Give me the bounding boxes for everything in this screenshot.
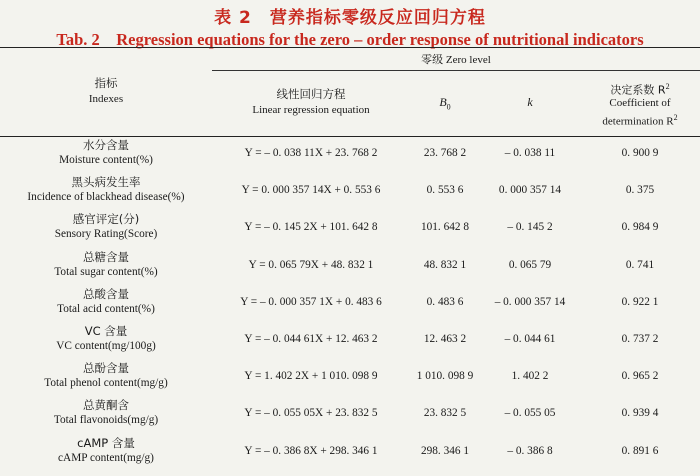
row-equation: Y = 0. 065 79X + 48. 832 1: [248, 258, 374, 271]
row-label: [0, 212, 212, 242]
row-b0: 0. 483 6: [426, 295, 464, 308]
row-k: – 0. 000 357 14: [494, 295, 566, 308]
row-b0: 23. 768 2: [423, 147, 467, 159]
row-k: 0. 065 79: [508, 258, 552, 271]
zero-level-rule: [212, 70, 700, 71]
row-b0: 1 010. 098 9: [416, 370, 474, 383]
row-r2: 0. 375: [625, 184, 655, 197]
row-label-en: Moisture content(%): [59, 154, 153, 166]
header-r2-en1: Coefficient of: [609, 97, 671, 109]
row-label: [0, 361, 212, 391]
row-label-en: Total phenol content(mg/g): [44, 377, 168, 390]
row-k: – 0. 386 8: [507, 444, 553, 457]
row-b0: 298. 346 1: [420, 444, 469, 457]
row-label-cn: 总酚含量: [83, 361, 129, 376]
row-label: [0, 324, 212, 354]
row-label-en: VC content(mg/100g): [56, 340, 156, 352]
row-k: – 0. 145 2: [507, 221, 553, 234]
row-label: [0, 436, 212, 466]
row-k: 0. 000 357 14: [498, 184, 562, 197]
row-r2: 0. 891 6: [621, 444, 659, 457]
row-label: [0, 138, 212, 168]
row-label-en: Sensory Rating(Score): [54, 228, 158, 241]
row-r2: 0. 741: [625, 258, 655, 271]
row-equation: Y = 0. 000 357 14X + 0. 553 6: [241, 184, 381, 197]
header-indexes-cn: 指标: [94, 76, 118, 90]
header-equation-en: Linear regression equation: [252, 104, 370, 116]
row-label: [0, 250, 212, 280]
row-b0: 12. 463 2: [423, 333, 467, 345]
row-equation: Y = – 0. 038 11X + 23. 768 2: [244, 147, 378, 159]
row-k: – 0. 055 05: [504, 407, 556, 420]
row-b0: 0. 553 6: [426, 184, 464, 197]
row-label-cn: cAMP 含量: [77, 435, 135, 450]
row-r2: 0. 984 9: [621, 221, 659, 234]
header-k: k: [527, 95, 533, 109]
row-label-cn: 水分含量: [83, 138, 129, 152]
row-r2: 0. 922 1: [621, 295, 659, 308]
row-equation: Y = – 0. 044 61X + 12. 463 2: [244, 333, 378, 345]
row-label-cn: 总黄酮含: [83, 398, 129, 413]
row-label-cn: VC 含量: [84, 324, 128, 338]
header-b0: $B_0$: [439, 95, 451, 112]
row-label-en: Total acid content(%): [57, 302, 155, 315]
row-label-cn: 黑头病发生率: [71, 175, 141, 190]
row-label: [0, 175, 212, 205]
row-equation: Y = – 0. 055 05X + 23. 832 5: [244, 407, 378, 420]
row-b0: 48. 832 1: [423, 258, 467, 271]
header-indexes-en: Indexes: [88, 93, 124, 105]
row-label-cn: 总糖含量: [83, 249, 129, 264]
row-k: – 0. 038 11: [504, 147, 556, 159]
row-label-en: Total flavonoids(mg/g): [53, 414, 159, 427]
row-b0: 23. 832 5: [423, 407, 467, 420]
table-title-en: Tab. 2 Regression equations for the zero – order response of nutritional indicators: [56, 30, 644, 49]
header-equation-cn: 线性回归方程: [276, 87, 346, 101]
row-label-cn: 感官评定(分): [72, 212, 140, 227]
row-r2: 0. 737 2: [621, 333, 659, 345]
row-equation: Y = – 0. 386 8X + 298. 346 1: [244, 444, 378, 457]
row-r2: 0. 965 2: [621, 370, 659, 383]
table-title-cn: 表 2 营养指标零级反应回归方程: [214, 8, 486, 28]
header-r2-en2: determination $R^2$: [602, 113, 678, 128]
row-label: [0, 287, 212, 317]
header-rule: [0, 136, 700, 137]
row-equation: Y = – 0. 145 2X + 101. 642 8: [244, 221, 378, 234]
row-b0: 101. 642 8: [420, 221, 469, 234]
row-equation: Y = 1. 402 2X + 1 010. 098 9: [244, 370, 378, 383]
row-k: 1. 402 2: [511, 370, 549, 383]
row-r2: 0. 939 4: [621, 407, 659, 420]
header-r2-cn: 决定系数 $R^2$: [610, 82, 670, 97]
row-label-en: Total sugar content(%): [54, 265, 158, 278]
row-equation: Y = – 0. 000 357 1X + 0. 483 6: [240, 295, 382, 308]
row-label-en: Incidence of blackhead disease(%): [27, 191, 185, 204]
row-label-cn: 总酸含量: [83, 286, 129, 301]
header-zero-level: 零级 Zero level: [421, 54, 491, 66]
row-k: – 0. 044 61: [504, 333, 556, 345]
top-rule: [0, 47, 700, 48]
row-label-en: cAMP content(mg/g): [58, 451, 154, 464]
row-label: [0, 398, 212, 428]
row-r2: 0. 900 9: [621, 147, 659, 159]
